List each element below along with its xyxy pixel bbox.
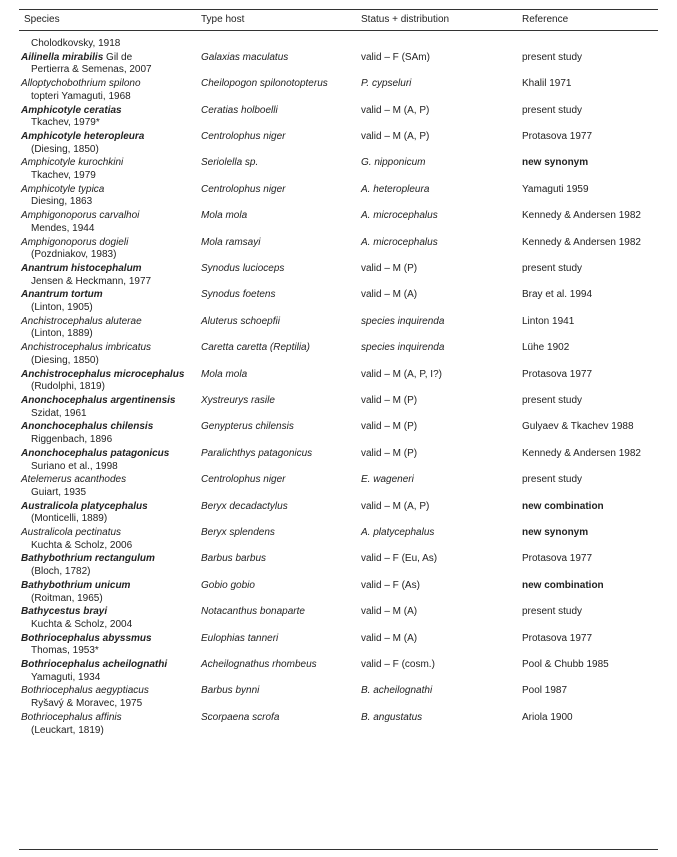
status-cell: species inquirenda — [361, 342, 445, 354]
status-cell: valid – M (P) — [361, 447, 418, 459]
table-row — [21, 316, 657, 342]
species-author: Kuchta & Scholz, 2006 — [31, 539, 133, 551]
status-cell: valid – M (P) — [361, 421, 418, 433]
table-row — [21, 659, 657, 685]
species-name: Bathybothrium rectangulum — [21, 553, 155, 565]
status-cell: P. cypseluri — [361, 78, 412, 90]
species-author: Jensen & Heckmann, 1977 — [31, 275, 152, 287]
status-cell: B. angustatus — [361, 711, 423, 723]
species-cell — [21, 369, 201, 395]
species-name: Australicola platycephalus — [21, 500, 148, 512]
status-cell: valid – F (Eu, As) — [361, 553, 438, 565]
type-host-cell: Centrolophus niger — [201, 130, 286, 142]
reference-cell: Gulyaev & Tkachev 1988 — [522, 421, 634, 433]
species-name: Atelemerus acanthodes — [21, 474, 127, 486]
species-cell — [21, 210, 201, 236]
reference-cell: present study — [522, 394, 583, 406]
header-rule — [19, 30, 658, 31]
type-host-cell: Seriolella sp. — [201, 157, 259, 169]
type-host-cell: Eulophias tanneri — [201, 632, 279, 644]
table-row — [21, 78, 657, 104]
reference-cell: Protasova 1977 — [522, 368, 593, 380]
species-cell — [21, 52, 201, 78]
species-name: Australicola pectinatus — [21, 527, 122, 539]
species-name: Amphigonoporus carvalhoi — [21, 210, 140, 222]
species-name: Bathycestus brayi — [21, 606, 108, 618]
reference-cell: Khalil 1971 — [522, 78, 572, 90]
status-cell: G. nipponicum — [361, 157, 426, 169]
table-row — [21, 52, 657, 78]
species-cell — [21, 448, 201, 474]
status-cell: valid – M (A) — [361, 289, 418, 301]
species-cell — [21, 105, 201, 131]
table-row — [21, 210, 657, 236]
reference-cell: Ariola 1900 — [522, 711, 573, 723]
species-name: Anonchocephalus argentinensis — [21, 394, 176, 406]
status-cell: valid – M (A, P) — [361, 104, 430, 116]
type-host-cell: Mola ramsayi — [201, 236, 261, 248]
type-host-cell: Mola mola — [201, 368, 248, 380]
species-name: Bathybothrium unicum — [21, 579, 131, 591]
reference-cell: Protasova 1977 — [522, 632, 593, 644]
table-row — [21, 712, 657, 738]
species-cell — [21, 395, 201, 421]
species-table-body — [21, 38, 657, 738]
table-row — [21, 263, 657, 289]
species-name: Bothriocephalus aegyptiacus — [21, 685, 149, 697]
species-table — [21, 38, 657, 738]
species-author: (Linton, 1905) — [31, 302, 93, 314]
table-row — [21, 448, 657, 474]
type-host-cell: Centrolophus niger — [201, 183, 286, 195]
type-host-cell: Gobio gobio — [201, 579, 255, 591]
species-author: (Roitman, 1965) — [31, 592, 103, 604]
table-row — [21, 289, 657, 315]
status-cell: B. acheilognathi — [361, 685, 433, 697]
species-name: Bothriocephalus abyssmus — [21, 632, 152, 644]
species-cell — [21, 157, 201, 183]
species-author: Thomas, 1953* — [31, 645, 99, 657]
species-cell — [21, 527, 201, 553]
status-cell: A. platycephalus — [361, 527, 435, 539]
species-author-inline: Gil de — [106, 51, 133, 63]
type-host-cell: Centrolophus niger — [201, 474, 286, 486]
status-cell: species inquirenda — [361, 315, 445, 327]
species-author: Riggenbach, 1896 — [31, 434, 113, 446]
type-host-cell: Galaxias maculatus — [201, 51, 289, 63]
species-name: Anonchocephalus chilensis — [21, 421, 154, 433]
table-row — [21, 105, 657, 131]
table-row — [21, 553, 657, 579]
reference-cell: Protasova 1977 — [522, 553, 593, 565]
table-row — [21, 685, 657, 711]
type-host-cell: Beryx decadactylus — [201, 500, 288, 512]
reference-cell: Lühe 1902 — [522, 342, 570, 354]
header-reference: Reference — [522, 14, 569, 25]
reference-cell: Bray et al. 1994 — [522, 289, 593, 301]
status-cell — [361, 38, 522, 52]
type-host-cell: Ceratias holboelli — [201, 104, 278, 116]
species-name: Anchistrocephalus imbricatus — [21, 342, 152, 354]
table-row — [21, 421, 657, 447]
species-cell — [21, 606, 201, 632]
type-host-cell: Caretta caretta (Reptilia) — [201, 342, 310, 354]
table-row — [21, 501, 657, 527]
table-row — [21, 342, 657, 368]
species-author: (Monticelli, 1889) — [31, 513, 108, 525]
reference-cell: new combination — [522, 579, 604, 591]
status-cell: valid – F (cosm.) — [361, 659, 435, 671]
species-name: Anonchocephalus patagonicus — [21, 447, 170, 459]
type-host-cell: Synodus lucioceps — [201, 262, 285, 274]
table-row — [21, 474, 657, 500]
species-cell — [21, 633, 201, 659]
status-cell: valid – F (SAm) — [361, 51, 430, 63]
type-host-cell: Paralichthys patagonicus — [201, 447, 313, 459]
reference-cell: Kennedy & Andersen 1982 — [522, 210, 641, 222]
species-name: Amphicotyle heteropleura — [21, 130, 145, 142]
status-cell: A. microcephalus — [361, 210, 438, 222]
species-author: (Diesing, 1850) — [31, 354, 99, 366]
species-author: (Pozdniakov, 1983) — [31, 249, 117, 261]
species-cell — [21, 38, 201, 52]
species-cell — [21, 659, 201, 685]
species-cell — [21, 421, 201, 447]
type-host-cell: Notacanthus bonaparte — [201, 606, 305, 618]
species-cell — [21, 263, 201, 289]
reference-cell: Kennedy & Andersen 1982 — [522, 447, 641, 459]
species-name: Amphicotyle typica — [21, 183, 105, 195]
status-cell: A. microcephalus — [361, 236, 438, 248]
status-cell: valid – M (A, P) — [361, 130, 430, 142]
species-cell — [21, 237, 201, 263]
status-cell: valid – M (P) — [361, 394, 418, 406]
type-host-cell: Mola mola — [201, 210, 248, 222]
header-status: Status + distribution — [361, 14, 450, 25]
species-cell — [21, 184, 201, 210]
species-name: Alloptychobothrium spilono — [21, 78, 141, 90]
status-cell: A. heteropleura — [361, 183, 430, 195]
reference-cell: Yamaguti 1959 — [522, 183, 589, 195]
species-author: (Diesing, 1850) — [31, 143, 99, 155]
species-name: Anantrum histocephalum — [21, 262, 142, 274]
type-host-cell: Xystreurys rasile — [201, 394, 275, 406]
species-name: Amphicotyle ceratias — [21, 104, 122, 116]
header-type-host: Type host — [201, 14, 245, 25]
reference-cell — [522, 38, 657, 52]
species-author: Cholodkovsky, 1918 — [31, 38, 121, 49]
type-host-cell — [201, 38, 361, 52]
species-author: Ryšavý & Moravec, 1975 — [31, 698, 143, 710]
reference-cell: Linton 1941 — [522, 315, 575, 327]
species-cell — [21, 580, 201, 606]
species-cell — [21, 685, 201, 711]
species-name: Amphicotyle kurochkini — [21, 157, 124, 169]
type-host-cell: Scorpaena scrofa — [201, 711, 280, 723]
status-cell: valid – F (As) — [361, 579, 420, 591]
species-name: Anchistrocephalus aluterae — [21, 315, 142, 327]
bottom-rule — [19, 849, 658, 850]
reference-cell: present study — [522, 51, 583, 63]
species-author: (Rudolphi, 1819) — [31, 381, 105, 393]
status-cell: E. wageneri — [361, 474, 414, 486]
species-author: Guiart, 1935 — [31, 486, 87, 498]
species-author: Tkachev, 1979 — [31, 170, 96, 182]
status-cell: valid – M (A, P, I?) — [361, 368, 442, 380]
reference-cell: Kennedy & Andersen 1982 — [522, 236, 641, 248]
species-author: (Bloch, 1782) — [31, 566, 91, 578]
species-author: Suriano et al., 1998 — [31, 460, 118, 472]
header-species: Species — [24, 14, 60, 25]
type-host-cell: Cheilopogon spilonotopterus — [201, 78, 328, 90]
species-author: Diesing, 1863 — [31, 196, 93, 208]
reference-cell: present study — [522, 474, 583, 486]
table-row — [21, 184, 657, 210]
type-host-cell: Synodus foetens — [201, 289, 276, 301]
type-host-cell: Aluterus schoepfii — [201, 315, 280, 327]
table-row — [21, 395, 657, 421]
species-author: (Leuckart, 1819) — [31, 724, 104, 736]
reference-cell: present study — [522, 606, 583, 618]
table-row — [21, 237, 657, 263]
reference-cell: present study — [522, 262, 583, 274]
species-author: Yamaguti, 1934 — [31, 671, 101, 683]
status-cell: valid – M (A, P) — [361, 500, 430, 512]
species-author: Szidat, 1961 — [31, 407, 87, 419]
species-author: Tkachev, 1979* — [31, 117, 100, 129]
table-row — [21, 633, 657, 659]
status-cell: valid – M (A) — [361, 606, 418, 618]
reference-cell: Pool 1987 — [522, 685, 568, 697]
species-cell — [21, 342, 201, 368]
reference-cell: present study — [522, 104, 583, 116]
type-host-cell: Genypterus chilensis — [201, 421, 294, 433]
table-row — [21, 131, 657, 157]
species-cell — [21, 316, 201, 342]
species-author: Mendes, 1944 — [31, 222, 95, 234]
species-cell — [21, 289, 201, 315]
species-author: Pertierra & Semenas, 2007 — [31, 64, 152, 76]
species-name: Bothriocephalus acheilognathi — [21, 659, 168, 671]
top-rule — [19, 9, 658, 10]
table-row — [21, 38, 657, 52]
species-cell — [21, 474, 201, 500]
type-host-cell: Barbus bynni — [201, 685, 260, 697]
species-cell — [21, 131, 201, 157]
reference-cell: Pool & Chubb 1985 — [522, 659, 609, 671]
table-row — [21, 527, 657, 553]
species-author: (Linton, 1889) — [31, 328, 93, 340]
species-cell — [21, 553, 201, 579]
type-host-cell: Beryx splendens — [201, 527, 275, 539]
reference-cell: new synonym — [522, 157, 589, 169]
species-name: Anantrum tortum — [21, 289, 103, 301]
reference-cell: Protasova 1977 — [522, 130, 593, 142]
species-author: topteri Yamaguti, 1968 — [31, 90, 131, 102]
species-cell — [21, 501, 201, 527]
status-cell: valid – M (A) — [361, 632, 418, 644]
species-cell — [21, 712, 201, 738]
species-name: Ailinella mirabilis — [21, 51, 104, 63]
status-cell: valid – M (P) — [361, 262, 418, 274]
type-host-cell: Acheilognathus rhombeus — [201, 659, 317, 671]
table-row — [21, 369, 657, 395]
table-row — [21, 580, 657, 606]
type-host-cell: Barbus barbus — [201, 553, 267, 565]
table-row — [21, 157, 657, 183]
species-name: Amphigonoporus dogieli — [21, 236, 129, 248]
reference-cell: new combination — [522, 500, 604, 512]
species-author: Kuchta & Scholz, 2004 — [31, 618, 133, 630]
reference-cell: new synonym — [522, 527, 589, 539]
species-name: Bothriocephalus affinis — [21, 711, 122, 723]
species-name: Anchistrocephalus microcephalus — [21, 368, 185, 380]
table-row — [21, 606, 657, 632]
species-cell — [21, 78, 201, 104]
